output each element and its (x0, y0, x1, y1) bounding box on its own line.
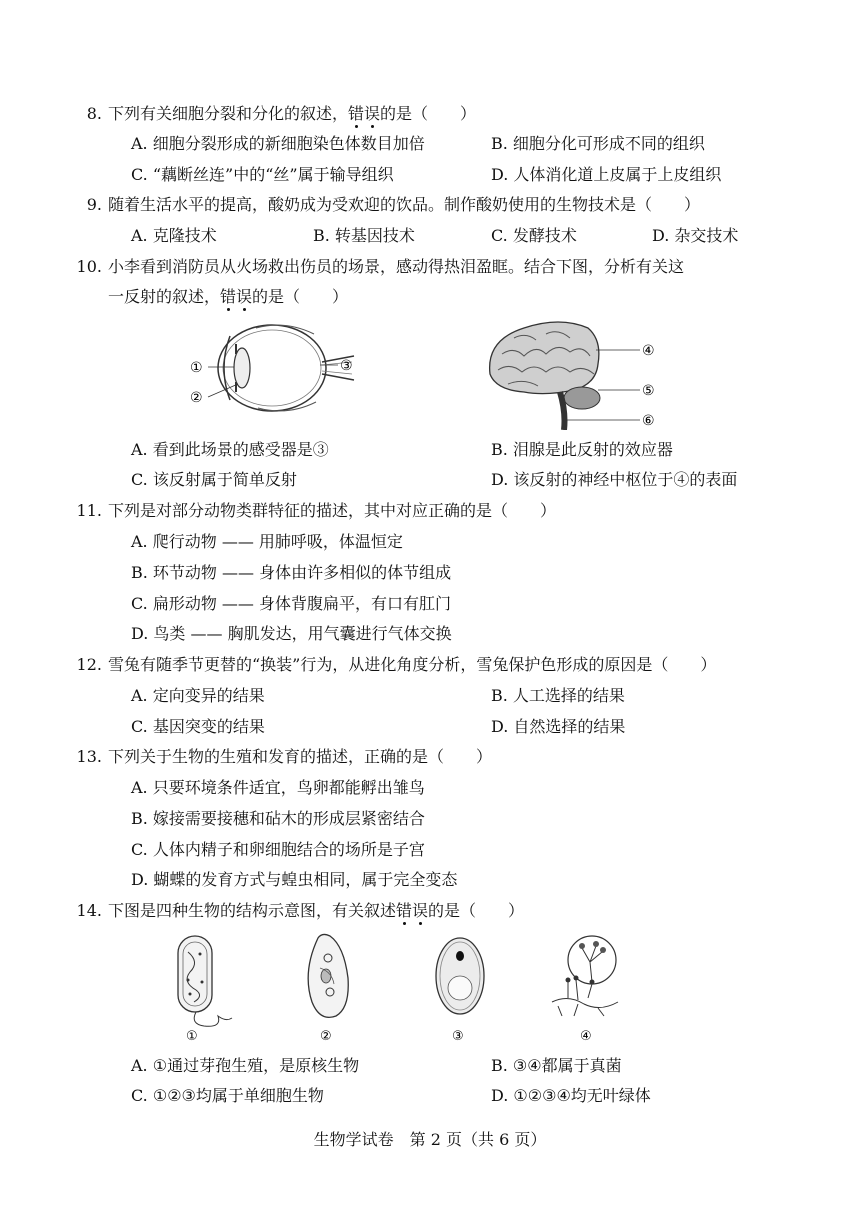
mold-diagram (548, 932, 628, 1044)
label-6: ⑥ (642, 413, 655, 429)
organism-label-3: ③ (452, 1029, 464, 1044)
yeast-diagram (430, 932, 490, 1044)
q10-option-d: D. 该反射的神经中枢位于④的表面 (491, 470, 738, 489)
q8-option-b: B. 细胞分化可形成不同的组织 (491, 134, 705, 153)
q12-option-d: D. 自然选择的结果 (491, 717, 626, 736)
q12-option-a: A. 定向变异的结果 (131, 686, 265, 705)
q10-option-a: A. 看到此场景的感受器是③ (131, 440, 329, 459)
cerebellum (564, 387, 600, 409)
q13-option-d: D. 蝴蝶的发育方式与蝗虫相同，属于完全变态 (131, 870, 458, 889)
q14-option-b: B. ③④都属于真菌 (491, 1056, 622, 1075)
label-4: ④ (642, 343, 655, 359)
label-5: ⑤ (642, 383, 655, 399)
q9-option-a: A. 克隆技术 (131, 226, 217, 245)
eye-diagram (186, 318, 366, 418)
exam-page: 8. 下列有关细胞分裂和分化的叙述，错误的是（ ） A. 细胞分裂形成的新细胞染色体数目加倍 B. 细胞分化可形成不同的组织 C. “藕断丝连”中的“丝”属于输导组织 D. 人体消化道上皮属于上皮组织 9. 随着生活水平的提高，酸奶成为受欢迎的饮品。制作酸奶使用的生物技术是（ ） A. 克隆技术 B. 转基因技术 C. 发酵技术 D. 杂交技术 10. 小李看到消防员从火场救出伤员的场景，感动得热泪盈眶。结合下图，分析有关这 一反射的叙述，错误的是（ ） ① ② ③ ④ ⑤ ⑥ A. 看到此场景的感受器是③ B. 泪腺是此反射的效应器 C. 该反射属于简单反射 D. 该反射的神经中枢位于④的表面 11. 下列是对部分动物类群特征的描述，其中对应正确的是（ ） A. 爬行动物 —— 用肺呼吸，体温恒定 B. 环节动物 —— 身体由许多相似的体节组成 C. 扁形动物 —— 身体背腹扁平，有口有肛门 D. 鸟类 —— 胸肌发达，用气囊进行气体交换 12. 雪兔有随季节更替的“换装”行为，从进化角度分析，雪兔保护色形成的原因是（ ） A. 定向变异的结果 B. 人工选择的结果 C. 基因突变的结果 D. 自然选择的结果 13. 下列关于生物的生殖和发育的描述，正确的是（ ） A. 只要环境条件适宜，鸟卵都能孵出雏鸟 B. 嫁接需要接穗和砧木的形成层紧密结合 C. 人体内精子和卵细胞结合的场所是子宫 D. 蝴蝶的发育方式与蝗虫相同，属于完全变态 14. 下图是四种生物的结构示意图，有关叙述错误的是（ ） ① ② ③ ④ A. ①通过芽孢生殖，是原核生物 B. ③④都属于真菌 C. ①②③均属于单细胞生物 D. ①②③④均无叶绿体 生物学试卷 第 2 页（共 6 页） (0, 0, 860, 1214)
q9-option-b: B. 转基因技术 (313, 226, 415, 245)
hyphae (552, 998, 618, 1016)
flagellum (194, 1012, 232, 1026)
q11-option-d: D. 鸟类 —— 胸肌发达，用气囊进行气体交换 (131, 624, 452, 643)
q8-option-a: A. 细胞分裂形成的新细胞染色体数目加倍 (131, 134, 425, 153)
organism-label-1: ① (186, 1029, 198, 1044)
nucleus (456, 951, 464, 961)
bacterium-diagram (160, 932, 240, 1044)
page-footer: 生物学试卷 第 2 页（共 6 页） (313, 1130, 547, 1149)
q11-option-b: B. 环节动物 —— 身体由许多相似的体节组成 (131, 563, 452, 582)
q12-option-c: C. 基因突变的结果 (131, 717, 265, 736)
vacuole (448, 976, 472, 1000)
q13-option-b: B. 嫁接需要接穗和砧木的形成层紧密结合 (131, 809, 425, 828)
q8-option-d: D. 人体消化道上皮属于上皮组织 (491, 165, 722, 184)
q14-option-c: C. ①②③均属于单细胞生物 (131, 1086, 324, 1105)
label-1: ① (190, 360, 203, 376)
organism-label-2: ② (320, 1029, 332, 1044)
q14-option-a: A. ①通过芽孢生殖，是原核生物 (131, 1056, 360, 1075)
q8-option-c: C. “藕断丝连”中的“丝”属于输导组织 (131, 165, 394, 184)
brain-stem (560, 392, 565, 430)
label-2: ② (190, 390, 203, 406)
brain-diagram (484, 318, 664, 430)
cerebrum (490, 322, 599, 394)
q12-option-b: B. 人工选择的结果 (491, 686, 625, 705)
q13-option-a: A. 只要环境条件适宜，鸟卵都能孵出雏鸟 (131, 778, 425, 797)
q14-option-d: D. ①②③④均无叶绿体 (491, 1086, 651, 1105)
organism-label-4: ④ (580, 1029, 592, 1044)
q13-option-c: C. 人体内精子和卵细胞结合的场所是子宫 (131, 840, 425, 859)
q10-option-c: C. 该反射属于简单反射 (131, 470, 297, 489)
paramecium-diagram (296, 932, 366, 1044)
q10-option-b: B. 泪腺是此反射的效应器 (491, 440, 673, 459)
question-10-stem-line2: 一反射的叙述，错误的是（ ） (108, 287, 349, 306)
q9-option-d: D. 杂交技术 (652, 226, 739, 245)
q11-option-c: C. 扁形动物 —— 身体背腹扁平，有口有肛门 (131, 594, 452, 613)
label-3: ③ (340, 358, 353, 374)
q9-option-c: C. 发酵技术 (491, 226, 577, 245)
q11-option-a: A. 爬行动物 —— 用肺呼吸，体温恒定 (131, 532, 403, 551)
